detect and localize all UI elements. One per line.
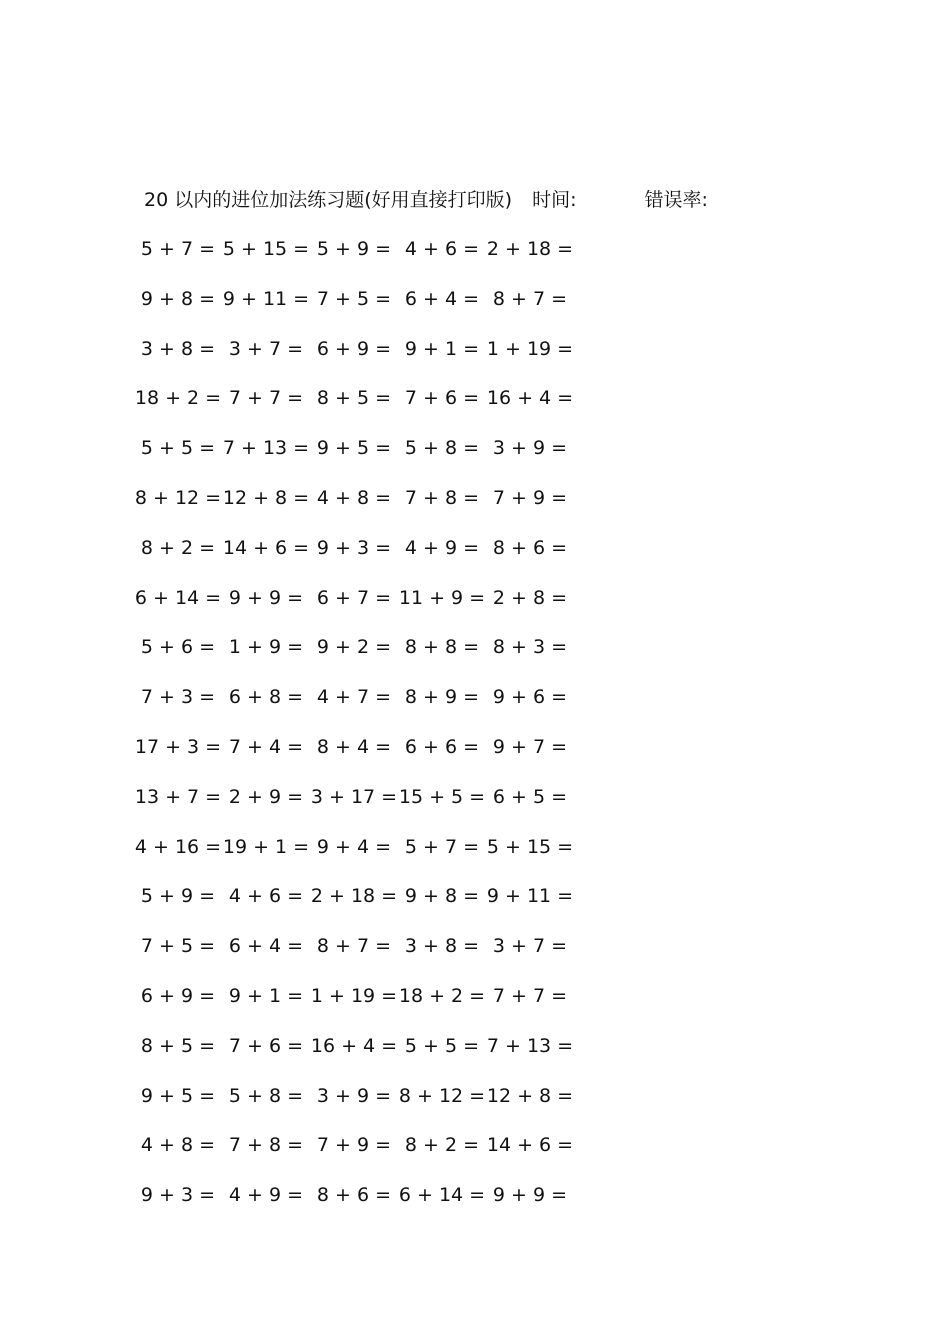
problem-row [0,433,950,463]
addition-problem: 8 + 6 = [316,1184,392,1207]
addition-problem: 5 + 9 = [140,885,216,908]
problem-row [0,981,950,1011]
addition-problem: 9 + 3 = [316,536,392,559]
addition-problem: 5 + 5 = [140,437,216,460]
problem-row [0,881,950,911]
addition-problem: 9 + 8 = [404,885,480,908]
addition-problem: 8 + 7 = [316,935,392,958]
addition-problem: 8 + 3 = [492,636,568,659]
addition-problem: 5 + 8 = [228,1084,304,1107]
addition-problem: 1 + 19 = [486,337,574,360]
addition-problem: 4 + 6 = [228,885,304,908]
addition-problem: 3 + 9 = [316,1084,392,1107]
addition-problem: 14 + 6 = [222,536,310,559]
addition-problem: 12 + 8 = [222,487,310,509]
addition-problem: 6 + 6 = [404,736,480,758]
addition-problem: 9 + 9 = [228,586,304,609]
problem-row [0,583,950,613]
addition-problem: 7 + 6 = [228,1034,304,1057]
addition-problem: 4 + 9 = [404,536,480,559]
addition-problem: 6 + 9 = [316,337,392,360]
addition-problem: 3 + 9 = [492,437,568,460]
addition-problem: 5 + 7 = [140,238,216,260]
addition-problem: 9 + 11 = [486,885,574,908]
problem-row [0,1081,950,1111]
addition-problem: 1 + 9 = [228,636,304,659]
addition-problem: 9 + 4 = [316,835,392,858]
addition-problem: 5 + 8 = [404,437,480,460]
worksheet-title: 20 以内的进位加法练习题(好用直接打印版) [144,189,513,211]
addition-problem: 5 + 15 = [222,238,310,260]
addition-problem: 17 + 3 = [134,736,222,758]
addition-problem: 2 + 18 = [310,885,398,908]
addition-problem: 5 + 5 = [404,1034,480,1057]
addition-problem: 9 + 3 = [140,1184,216,1207]
addition-problem: 7 + 7 = [492,985,568,1007]
problem-row [0,931,950,961]
problem-row [0,483,950,513]
addition-problem: 8 + 2 = [140,536,216,559]
addition-problem: 6 + 14 = [398,1184,486,1207]
time-label: 时间: [532,189,577,211]
problem-row [0,632,950,662]
addition-problem: 8 + 12 = [134,487,222,509]
addition-problem: 9 + 1 = [228,985,304,1007]
addition-problem: 18 + 2 = [134,387,222,410]
addition-problem: 6 + 8 = [228,686,304,709]
problem-row [0,1180,950,1210]
addition-problem: 12 + 8 = [486,1084,574,1107]
addition-problem: 11 + 9 = [398,586,486,609]
addition-problem: 8 + 4 = [316,736,392,758]
addition-problem: 2 + 8 = [492,586,568,609]
addition-problem: 9 + 2 = [316,636,392,659]
addition-problem: 3 + 8 = [404,935,480,958]
addition-problem: 4 + 6 = [404,238,480,260]
addition-problem: 9 + 1 = [404,337,480,360]
addition-problem: 8 + 6 = [492,536,568,559]
error-rate-label: 错误率: [644,189,708,211]
addition-problem: 1 + 19 = [310,985,398,1007]
addition-problem: 8 + 7 = [492,287,568,310]
addition-problem: 4 + 8 = [316,487,392,509]
addition-problem: 7 + 9 = [492,487,568,509]
addition-problem: 7 + 5 = [316,287,392,310]
addition-problem: 5 + 15 = [486,835,574,858]
addition-problem: 9 + 11 = [222,287,310,310]
addition-problem: 7 + 8 = [404,487,480,509]
problem-row [0,782,950,812]
addition-problem: 4 + 7 = [316,686,392,709]
addition-problem: 4 + 8 = [140,1134,216,1157]
addition-problem: 7 + 9 = [316,1134,392,1157]
addition-problem: 9 + 7 = [492,736,568,758]
addition-problem: 8 + 8 = [404,636,480,659]
addition-problem: 15 + 5 = [398,785,486,808]
addition-problem: 9 + 8 = [140,287,216,310]
addition-problem: 16 + 4 = [310,1034,398,1057]
problem-row [0,1031,950,1061]
addition-problem: 7 + 4 = [228,736,304,758]
addition-problem: 18 + 2 = [398,985,486,1007]
problem-row [0,533,950,563]
addition-problem: 4 + 9 = [228,1184,304,1207]
addition-problem: 14 + 6 = [486,1134,574,1157]
addition-problem: 7 + 7 = [228,387,304,410]
addition-problem: 8 + 2 = [404,1134,480,1157]
addition-problem: 9 + 9 = [492,1184,568,1207]
addition-problem: 8 + 9 = [404,686,480,709]
problem-row [0,732,950,762]
addition-problem: 7 + 5 = [140,935,216,958]
addition-problem: 4 + 16 = [134,835,222,858]
addition-problem: 13 + 7 = [134,785,222,808]
addition-problem: 8 + 5 = [316,387,392,410]
addition-problem: 9 + 5 = [316,437,392,460]
addition-problem: 2 + 9 = [228,785,304,808]
problem-row [0,234,950,264]
addition-problem: 3 + 17 = [310,785,398,808]
addition-problem: 7 + 8 = [228,1134,304,1157]
addition-problem: 5 + 7 = [404,835,480,858]
addition-problem: 8 + 12 = [398,1084,486,1107]
addition-problem: 9 + 5 = [140,1084,216,1107]
addition-problem: 6 + 9 = [140,985,216,1007]
addition-problem: 2 + 18 = [486,238,574,260]
addition-problem: 6 + 5 = [492,785,568,808]
addition-problem: 8 + 5 = [140,1034,216,1057]
addition-problem: 7 + 13 = [222,437,310,460]
addition-problem: 3 + 7 = [492,935,568,958]
addition-problem: 16 + 4 = [486,387,574,410]
problem-row [0,334,950,364]
addition-problem: 3 + 7 = [228,337,304,360]
addition-problem: 7 + 3 = [140,686,216,709]
addition-problem: 6 + 4 = [404,287,480,310]
addition-problem: 7 + 13 = [486,1034,574,1057]
addition-problem: 6 + 4 = [228,935,304,958]
problem-row [0,284,950,314]
addition-problem: 3 + 8 = [140,337,216,360]
addition-problem: 9 + 6 = [492,686,568,709]
addition-problem: 5 + 6 = [140,636,216,659]
problem-row [0,832,950,862]
addition-problem: 6 + 7 = [316,586,392,609]
problem-row [0,682,950,712]
addition-problem: 5 + 9 = [316,238,392,260]
addition-problem: 19 + 1 = [222,835,310,858]
addition-problem: 6 + 14 = [134,586,222,609]
problem-row [0,383,950,413]
problem-row [0,1130,950,1160]
addition-problem: 7 + 6 = [404,387,480,410]
